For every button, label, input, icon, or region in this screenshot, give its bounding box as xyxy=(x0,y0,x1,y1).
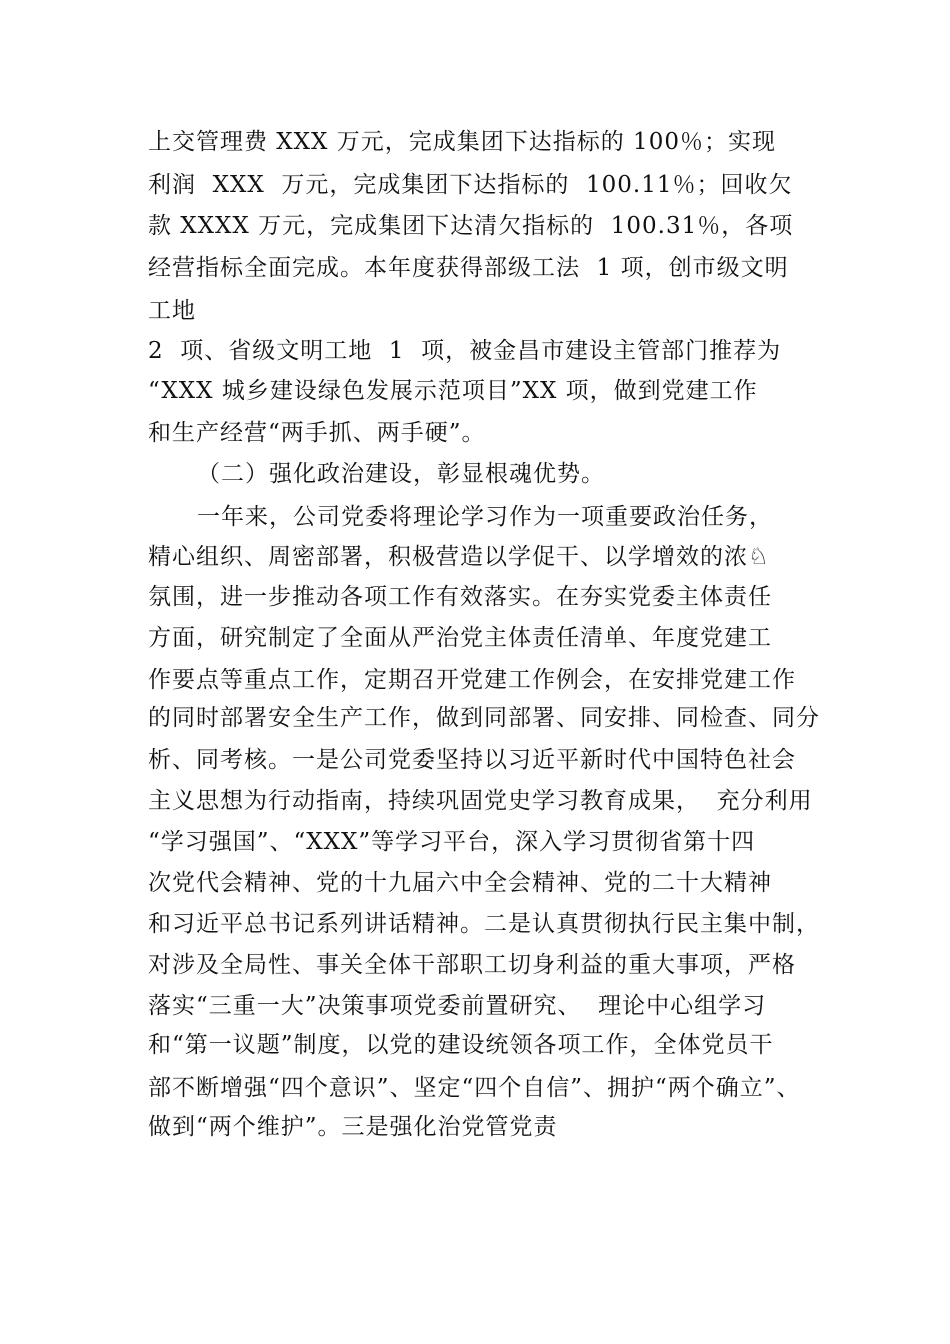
paragraph-2-line-10: 次党代会精神、党的十九届六中全会精神、党的二十大精神 xyxy=(148,870,772,896)
paragraph-2-line-2: 精心组织、周密部署，积极营造以学促干、以学增效的浓♘ xyxy=(148,544,770,570)
section-heading: （二）强化政治建设，彰显根魂优势。 xyxy=(197,461,605,487)
paragraph-1-line-3: 款 XXXX 万元，完成集团下达清欠指标的 100.31％，各项 xyxy=(148,213,794,239)
paragraph-2-line-13: 落实“三重一大”决策事项党委前置研究、 理论中心组学习 xyxy=(148,993,767,1019)
paragraph-2-line-3: 氛围，进一步推动各项工作有效落实。在夯实党委主体责任 xyxy=(148,584,772,610)
paragraph-1-line-7: “XXX 城乡建设绿色发展示范项目”XX 项，做到党建工作 xyxy=(148,378,758,404)
paragraph-1-line-5: 工地 xyxy=(148,298,196,324)
paragraph-2-line-7: 析、同考核。一是公司党委坚持以习近平新时代中国特色社会 xyxy=(148,747,796,773)
paragraph-2-line-15: 部不断增强“四个意识”、坚定“四个自信”、拥护“两个确立”、 xyxy=(148,1075,801,1101)
paragraph-2-line-1: 一年来，公司党委将理论学习作为一项重要政治任务， xyxy=(197,504,773,530)
paragraph-2-line-14: 和“第一议题”制度，以党的建设统领各项工作，全体党员干 xyxy=(148,1032,774,1058)
paragraph-1-line-2: 利润 XXX 万元，完成集团下达指标的 100.11％；回收欠 xyxy=(148,172,793,198)
paragraph-1-line-4: 经营指标全面完成。本年度获得部级工法 1 项，创市级文明 xyxy=(148,255,789,281)
paragraph-2-line-4: 方面，研究制定了全面从严治党主体责任清单、年度党建工 xyxy=(148,625,772,651)
paragraph-1-line-6: 2 项、省级文明工地 1 项，被金昌市建设主管部门推荐为 xyxy=(148,338,782,364)
paragraph-2-line-9: “学习强国”、“XXX”等学习平台，深入学习贯彻省第十四 xyxy=(148,829,756,855)
paragraph-1-line-1: 上交管理费 XXX 万元，完成集团下达指标的 100％；实现 xyxy=(148,129,776,155)
paragraph-2-line-5: 作要点等重点工作，定期召开党建工作例会，在安排党建工作 xyxy=(148,667,796,693)
paragraph-2-line-11: 和习近平总书记系列讲话精神。二是认真贯彻执行民主集中制， xyxy=(148,911,820,937)
paragraph-1-line-8: 和生产经营“两手抓、两手硬”。 xyxy=(148,420,486,446)
paragraph-2-line-12: 对涉及全局性、事关全体干部职工切身利益的重大事项，严格 xyxy=(148,952,796,978)
paragraph-2-line-8: 主义思想为行动指南，持续巩固党史学习教育成果， 充分利用 xyxy=(148,788,813,814)
paragraph-2-line-6: 的同时部署安全生产工作，做到同部署、同安排、同检查、同分 xyxy=(148,705,820,731)
paragraph-2-line-16: 做到“两个维护”。三是强化治党管党责 xyxy=(148,1114,558,1140)
